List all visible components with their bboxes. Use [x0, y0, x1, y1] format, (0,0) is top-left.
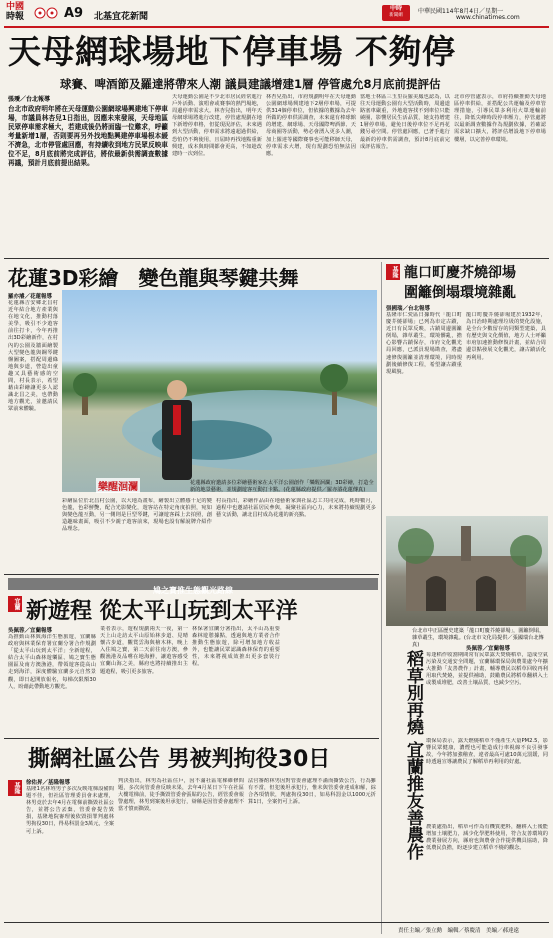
- keelung-bottom-body2: 判決指出，林男為社區住戶，因不滿社區電梯維修問題，多次向管委會反映未果，去年4月某日下午在社區大樓電梯前，徒手撕毀管委會張貼的公告，經管委會報警處理，林男到案後坦承犯行，辯稱是因管委會處理不當才憤而撕毀。: [118, 778, 244, 813]
- keelung-caption: 台北市中正區歷史建築「龍口町慶芥燒卻場」，圍籬倒塌，雜草叢生，環境雜亂。(台北市文化局提供／張國瑞台北傳真): [412, 628, 545, 648]
- hualien-photo-overlay: 樂醒洄瀾: [96, 478, 140, 493]
- yilan-top-rule: [4, 574, 379, 575]
- yilan-right-body2: 環保局表示，露天燃燒稻草不僅產生大量PM2.5，影響民眾健康，濃煙也可能造成行車視線不良引發事故，今年將加強稽查，違者最高可處10萬元罰鍰，同時透過宣導讓農民了解稻草再利用的好處。: [426, 738, 548, 766]
- yilan-right-headline: 稻草別再燒 宜蘭推友善農作: [403, 650, 423, 860]
- lead-col2: 林杏兒指出，市府規劃明年在天母運動公園網球場興建地下2層停車場，可提供314個停車位，但依據的數據為去年所做的停車供需調查，未來還有棒球館的增建、網球場、天母國際啤酒節、天母商圈等活動，勢必會湧入更多人潮，加上羅達等國際賽事也可能移師天母，停車需求大增，現有規劃恐怕無法因應。: [266, 94, 356, 157]
- hualien-body: 花蓮縣吉安鄉北昌村近年結合地方產業與在地文化，推動村落美學，吸引不少遊客前往打卡，今年再推出3D彩繪新作，在村內的公園及牆面繪製大型變色龍與鋼琴鍵盤圖案，搭配周邊綠地與步道，營造出童趣又具藝術感的空間，村長表示，希望藉由彩繪讓更多人認識北昌之美，也帶動地方觀光，並邀請民眾前來體驗。: [8, 300, 58, 413]
- lead-paragraph: 台北市政府明年將在天母運動公園網球場興建地下停車場，市議員林杏兒1日指出，因應未來發展，天母地區民眾停車需求極大，若建成後仍將面臨一位難求，呼籲考量新增1層，否則要再另外找地點興建停車場根本緩不濟急，北市停管處回應，有持續收到地方民眾反映車位不足，8月底前將完成評估，將依最新供需調查數據再議，預計月底前提出結果。: [8, 105, 168, 167]
- keelung-bottom-body3: 法官審酌林男因對管委會處理不滿而撕毀公告，行為雖有不當，但犯後坦承犯行，惟未與管委會達成和解，綜合各項情狀，判處拘役30日，如易科罰金以1000元折算1日，全案仍可上訴。: [248, 778, 376, 806]
- hualien-byline: 羅亦濬／花蓮報導: [8, 294, 53, 300]
- section-code: A9: [64, 6, 84, 21]
- keelung-bottom-body: 基隆1名林姓男子多次反映電梯設備問題不佳，但社區管理委員會未處理，林男竟於去年4月在電梯前撕毀社區公告，並將公告丟棄，管委會提告毀損，基隆地院審理後依毀損罪判處林男拘役30日，得易科罰金3萬元，全案可上訴。: [26, 786, 114, 835]
- lead-col3: 當地士林區三玉里長羅美鳳也認為，以往天母運動公園有大型活動時，周邊道路塞車嚴重，外地遊客找不到車位只能繞圈，影響居民生活品質，她支持增建1層停車場，避免日後停車位不足再花錢另尋空間。停管處回應，已著手進行最新的停車供需調查，預計8月底前完成評估報告。: [360, 94, 450, 150]
- keelung-photo-art: [386, 516, 548, 626]
- hualien-photo-art: [62, 290, 377, 492]
- hualien-headline: 花蓮3D彩繪 變色龍與琴鍵共舞: [8, 266, 299, 290]
- yilan-body3-cont: [284, 626, 376, 734]
- lead-headline-text: 天母網球場地下停車場 不夠停: [8, 32, 456, 71]
- yilan-banner: [8, 578, 378, 595]
- keelung-tag: 基隆: [386, 264, 400, 280]
- hualien-caption: 花蓮縣政府邀請多位彩繪藝術家在太平洋公園創作「樂醒洄瀾」3D彩繪，打造全新的地景藝術，並規劃遊客互動打卡點。(花蓮縣政府提供／羅亦濬花蓮傳真): [190, 480, 374, 493]
- center-divider: [381, 262, 382, 934]
- keelung-headline-2: 圍籬倒塌環境雜亂: [404, 285, 516, 301]
- lead-bottom-rule: [4, 258, 549, 259]
- yilan-banner-text: 鳩之寶推生態觀光路線: [153, 586, 233, 595]
- yilan-body3: 林保署宜蘭分署指出，太平山為重要森林遊憩據點，透過與地方業者合作推動生態旅遊，除可增加地方收益外，也能讓民眾認識森林保育的重要性，未來將視成效推出更多套裝行程。: [192, 626, 280, 668]
- lead-intro-box: [8, 94, 168, 254]
- paper-name-line1: 中國: [6, 2, 25, 12]
- masthead: [0, 0, 553, 26]
- keelung-body2: 龍口町慶芥燒卻場建於1932年，為日治時期處理垃圾的焚化設施，是全台少數留存的同類型建築，具有歷史與文化價值，地方人士呼籲市府加速推動修復計畫，並結合周邊景點發展文化觀光，讓古蹟活化再利用。: [466, 312, 546, 361]
- paper-logo: [6, 2, 34, 26]
- right-logo: [382, 5, 410, 21]
- website: www.chinatimes.com: [456, 14, 520, 21]
- date-line: 中華民國114年8月4日／星期一: [418, 8, 504, 15]
- yilan-right-body3: 農業處指出，稻草可作為有機質肥料，翻耕入土後能增加土壤肥力，減少化學肥料使用，符合友善環境的農業發展方向，縣府也與農會合作提供機具協助，降低農民負擔，盼逐步建立稻草不燒的觀念。: [426, 824, 548, 852]
- hualien-body2: 彩繪區位於北昌村公園，以大地為畫布，繪製出立體感十足的變色龍，色彩鮮艷，配合光影變化，遊客站在特定角度拍照，宛如與變色龍互動，另一側則是巨型琴鍵，可讓遊客踩上去拍照，創造趣味畫面，吸引不少親子遊客前來，現場也設有解說牌介紹作品理念。: [62, 498, 212, 533]
- mascot-icon: [34, 4, 58, 22]
- lead-col1: 天母運動公園是不少北市居民經常進行戶外活動、演唱會或賽事的熱門場地，周邊停車需求大。林杏兒指出，明年天母網球場將進行改建，停管處規劃在地下新增停車格，但從現況評估，未來遇到大型活動，停車需求將遠超過供給，恐怕仍不夠使用，且屆時再找地點重新興建，成本與時間都會更高，不如趁改建時一次到位。: [172, 94, 262, 157]
- keelung-bottom-top-rule: [4, 738, 379, 739]
- keelung-photo: [386, 516, 548, 626]
- yilan-tag: 宜蘭: [8, 596, 22, 612]
- hualien-photo: [62, 290, 377, 492]
- lead-headline: [8, 32, 548, 72]
- editor-line: 責任主編／張立勳 編輯／蔡慶清 美編／郝達遠: [398, 928, 520, 934]
- keelung-bottom-tag: 基隆: [8, 780, 22, 796]
- lead-col4: 北市停管處表示，市府持續推動天母地區停車供給，並搭配公共運輸及停車管理措施，引導民眾多利用大眾運輸前往，降低尖峰時段停車壓力，停管處將以最新調查數據作為規劃依據，若確認需求缺口擴大，將評估增設地下停車場樓層，以完善停車環境。: [454, 94, 546, 143]
- keelung-headline-1: 龍口町慶芥燒卻場: [404, 265, 516, 281]
- hualien-body3: 村長指出，彩繪作品由在地藝術家與社區志工共同完成，耗時數月，過程中也邀請社區居民參與，凝聚社區向心力，未來將持續規劃更多藝文活動，讓北昌村成為花蓮的新亮點。: [216, 498, 376, 519]
- yilan-right-body: 每逢稻作收割期間常有民眾露天焚燒稻草，造成空氣污染及交通安全問題，宜蘭縣環保局與農業處今年擴大推動「友善農作」計畫，輔導農民以稻草回收再利用取代焚燒，並提供補助，鼓勵農民將稻草翻耕入土或製成堆肥，改善土壤品質，也減少空污。: [426, 652, 548, 687]
- right-logo-text: 中時: [389, 5, 402, 12]
- lead-byline: 張璦／台北報導: [8, 96, 51, 103]
- keelung-byline: 張國瑞／台北報導: [386, 306, 431, 312]
- section-name: 北基宜花新聞: [94, 12, 149, 22]
- keelung-bottom-headline: 撕網社區公告 男被判拘役30日: [28, 747, 331, 772]
- yilan-byline: 吳佩蓉／宜蘭報導: [8, 628, 53, 634]
- yilan-right-byline: 吳佩蓉／宜蘭報導: [466, 646, 511, 652]
- keelung-bottom-byline: 徐佑昇／基隆報導: [26, 780, 71, 786]
- lead-subhead: 球賽、啤酒節及羅達將帶來人潮 議員建議增建1層 停管處允8月底前提評估: [60, 77, 441, 91]
- paper-name-line2: 時報: [6, 12, 25, 22]
- yilan-body: 為推動山林與海洋生態旅遊，宜蘭縣政府與林業保育署宜蘭分署合作規劃「從太平山玩到太平洋」全新遊程，結合太平山森林遊樂區、鳩之寶生態園區及南方澳漁港，帶領遊客從高山走到海洋，深度體驗宜蘭多元自然景觀，即日起開放報名，每梯次限額30人，盼藉此帶動地方觀光。: [8, 634, 96, 690]
- yilan-headline: 新遊程 從太平山玩到太平洋: [26, 599, 298, 624]
- right-logo-sub: 新聞網: [389, 13, 403, 18]
- footer-rule: [4, 922, 549, 923]
- masthead-rule: [4, 26, 549, 28]
- keelung-body: 基隆市仁愛區日據時代「龍口町慶芥燒卻場」已列為市定古蹟，近日有民眾反映，古蹟周邊圍籬倒塌，雜草叢生，環境髒亂，擔心影響古蹟保存，市府文化觀光局回應，已派員現場勘查，將盡速修復圍籬並清理環境，同時規劃後續修復工程，希望讓古蹟重現風貌。: [386, 312, 462, 375]
- yilan-body2: 業者表示，遊程規劃兩天一夜，第一天上山走訪太平山原始林步道、見晴懷古步道，觀賞雲海與檜木林，晚上入住鳩之寶，第二天前往南方澳，參觀漁港及品嚐在地海鮮，讓遊客感受宜蘭山海之美，縣府也將持續推出主題遊程，吸引更多旅客。: [100, 626, 188, 675]
